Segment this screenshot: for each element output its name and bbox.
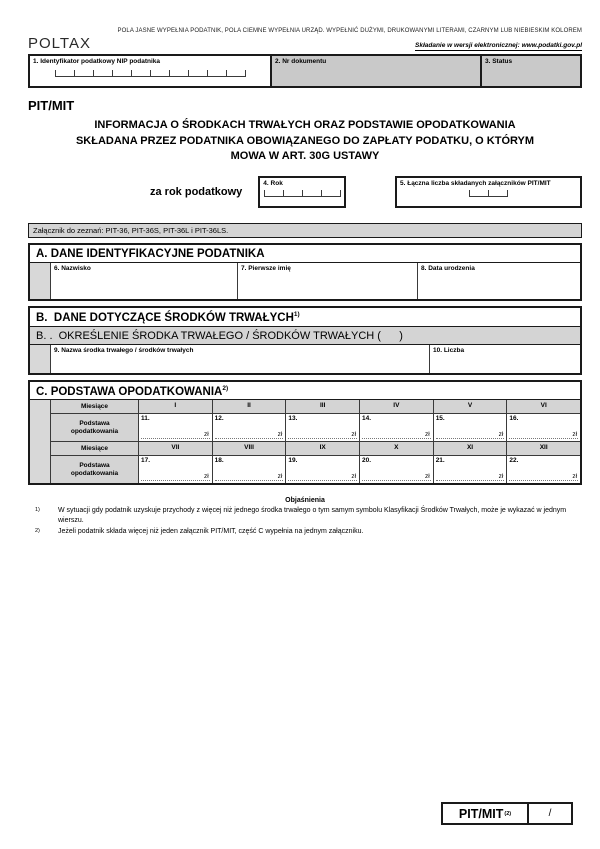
tax-year-label: za rok podatkowy: [150, 185, 243, 198]
currency-label: zł: [424, 431, 430, 439]
tax-base-row: [51, 456, 580, 483]
tax-base-cell[interactable]: [507, 414, 580, 441]
month-header-cell: X: [360, 442, 434, 455]
section-b-stripe: [30, 345, 51, 373]
cell-number: 12.: [214, 415, 224, 423]
currency-label: zł: [498, 431, 504, 439]
header-notices: [91, 28, 582, 52]
currency-label: zł: [498, 473, 504, 481]
cell-number: 20.: [362, 457, 372, 465]
surname-field[interactable]: 6. Nazwisko: [51, 263, 238, 299]
month-header-cell: VI: [507, 400, 580, 413]
currency-label: zł: [424, 473, 430, 481]
currency-label: zł: [277, 431, 283, 439]
comb-cell[interactable]: [469, 190, 488, 197]
nip-field[interactable]: [30, 56, 272, 86]
footnote-text: W sytuacji gdy podatnik uzyskuje przychody z więcej niż jednego środka trwałego o tym samym symbolu Klasyfikacji Środków Trwałych, może je wykazać w jednym wierszu.: [58, 507, 567, 524]
section-b: [28, 306, 582, 375]
form-content: [28, 28, 582, 536]
comb-cell[interactable]: [55, 70, 74, 77]
month-header-cell: VIII: [213, 442, 287, 455]
form-title-line: MOWA W ART. 30G USTAWY: [230, 150, 380, 163]
section-b-subsection-title: B. . OKREŚLENIE ŚRODKA TRWAŁEGO / ŚRODKÓW TRWAŁYCH ( ): [30, 326, 580, 344]
tax-base-row: [51, 414, 580, 442]
e-filing-note: Składanie w wersji elektronicznej: www.podatki.gov.pl: [415, 42, 582, 49]
month-header-cell: II: [213, 400, 287, 413]
currency-label: zł: [277, 473, 283, 481]
comb-cell[interactable]: [226, 70, 246, 77]
amount-line: [288, 473, 357, 481]
comb-cell[interactable]: [207, 70, 226, 77]
month-header-cell: VII: [139, 442, 213, 455]
form-title-line: SKŁADANA PRZEZ PODATNIKA OBOWIĄZANEGO DO ZAPŁATY PODATKU, O KTÓRYM: [75, 134, 535, 147]
section-c-title: [30, 382, 580, 400]
tax-base-row-label: Podstawa opodatkowania: [51, 456, 139, 483]
year-comb-input[interactable]: [260, 190, 344, 197]
month-header-cell: XI: [434, 442, 508, 455]
asset-count-field[interactable]: 10. Liczba: [430, 345, 580, 373]
poltax-logo: POLTAX: [28, 35, 91, 52]
cell-number: 11.: [141, 415, 150, 423]
amount-line: [288, 431, 357, 439]
year-field-label: 4. Rok: [263, 179, 283, 187]
cell-number: 18.: [214, 457, 224, 465]
attachments-count-label: 5. Łączna liczba składanych załączników PIT/MIT: [400, 179, 551, 187]
comb-cell[interactable]: [131, 70, 150, 77]
footnote-item: [28, 527, 582, 536]
fill-instructions: POLA JASNE WYPEŁNIA PODATNIK, POLA CIEMNE WYPEŁNIA URZĄD. WYPEŁNIĆ DUŻYMI, DRUKOWANYMI LITERAMI, CZARNYM LUB NIEBIESKIM KOLOREM: [117, 28, 582, 34]
currency-label: zł: [203, 431, 209, 439]
amount-line: [215, 473, 284, 481]
footer-form-version: (2): [504, 810, 512, 817]
document-number-label: 2. Nr dokumentu: [275, 58, 327, 65]
tax-base-cell[interactable]: [434, 456, 508, 483]
months-row-label: Miesiące: [51, 442, 139, 455]
tax-base-cell[interactable]: [139, 456, 213, 483]
amount-line: [141, 473, 210, 481]
comb-cell[interactable]: [283, 190, 302, 197]
footnotes: [28, 497, 582, 535]
section-a: [28, 243, 582, 301]
section-b-footnote-ref: 1): [293, 310, 300, 318]
tax-base-cell[interactable]: [507, 456, 580, 483]
month-header-cell: IX: [286, 442, 360, 455]
amount-line: [362, 431, 431, 439]
amount-line: [141, 431, 210, 439]
first-name-field[interactable]: 7. Pierwsze imię: [238, 263, 418, 299]
month-header-cell: XII: [507, 442, 580, 455]
footer-form-code-text: PIT/MIT: [458, 806, 504, 821]
tax-base-cell[interactable]: [286, 456, 360, 483]
form-header: [28, 28, 582, 52]
comb-cell[interactable]: [321, 190, 341, 197]
comb-cell[interactable]: [150, 70, 169, 77]
footer-form-code: [443, 804, 529, 823]
cell-number: 19.: [288, 457, 298, 465]
month-header-cell: I: [139, 400, 213, 413]
section-c-title-text: C. PODSTAWA OPODATKOWANIA: [36, 385, 223, 398]
currency-label: zł: [351, 431, 357, 439]
months-row-label: Miesiące: [51, 400, 139, 413]
months-header-row: [51, 400, 580, 414]
birth-date-field[interactable]: 8. Data urodzenia: [418, 263, 580, 299]
month-header-cell: V: [434, 400, 508, 413]
comb-cell[interactable]: [93, 70, 112, 77]
comb-cell[interactable]: [112, 70, 131, 77]
section-a-stripe: [30, 263, 51, 299]
document-number-field: [272, 56, 482, 86]
footnote-text: Jeżeli podatnik składa więcej niż jeden załącznik PIT/MIT, część C wypełnia na jednym załączniku.: [58, 527, 364, 535]
cell-number: 13.: [288, 415, 298, 423]
amount-line: [509, 473, 578, 481]
amount-line: [362, 473, 431, 481]
footnote-marker: 1): [35, 507, 40, 514]
nip-comb-input[interactable]: [30, 70, 270, 77]
cell-number: 17.: [141, 457, 151, 465]
section-c-stripe: [30, 400, 51, 483]
attachments-comb-input[interactable]: [397, 190, 580, 197]
comb-cell[interactable]: [74, 70, 93, 77]
footnote-item: [28, 506, 582, 524]
tax-base-cell[interactable]: [286, 414, 360, 441]
amount-line: [215, 431, 284, 439]
months-header-row: [51, 442, 580, 456]
form-title-line: INFORMACJA O ŚRODKACH TRWAŁYCH ORAZ PODSTAWIE OPODATKOWANIA: [94, 119, 516, 131]
comb-cell[interactable]: [188, 70, 207, 77]
amount-line: [509, 431, 578, 439]
currency-label: zł: [351, 473, 357, 481]
comb-cell[interactable]: [488, 190, 508, 197]
amount-line: [436, 431, 505, 439]
footnote-marker: 2): [35, 527, 40, 534]
section-b-title: [30, 308, 580, 326]
footnotes-title: Objaśnienia: [285, 497, 325, 505]
amount-line: [436, 473, 505, 481]
currency-label: zł: [572, 431, 578, 439]
section-b-fields: [30, 344, 580, 373]
section-b-title-text: B. DANE DOTYCZĄCE ŚRODKÓW TRWAŁYCH: [36, 311, 294, 324]
tax-year-row: [28, 176, 582, 208]
year-field[interactable]: [258, 176, 346, 208]
cell-number: 14.: [362, 415, 372, 423]
status-field: [482, 56, 580, 86]
section-a-fields: [30, 262, 580, 299]
tax-base-table: [30, 399, 580, 483]
currency-label: zł: [203, 473, 209, 481]
cell-number: 16.: [509, 415, 519, 423]
attachments-count-field[interactable]: [395, 176, 582, 208]
currency-label: zł: [572, 473, 578, 481]
form-code: PIT/MIT: [28, 98, 75, 113]
footnotes-list: [28, 506, 582, 535]
tax-base-cell[interactable]: [139, 414, 213, 441]
tax-base-cell[interactable]: [360, 414, 434, 441]
nip-field-label: 1. Identyfikator podatkowy NIP podatnika: [33, 58, 161, 65]
footer-page-number: /: [548, 808, 552, 819]
section-c-footnote-ref: 2): [222, 384, 229, 392]
section-c-table-body: [51, 400, 580, 483]
cell-number: 21.: [435, 457, 445, 465]
month-header-cell: IV: [360, 400, 434, 413]
form-title: [28, 118, 582, 165]
section-a-title: A. DANE IDENTYFIKACYJNE PODATNIKA: [30, 245, 580, 262]
footer-box: [441, 802, 573, 825]
asset-name-field[interactable]: 9. Nazwa środka trwałego / środków trwałych: [51, 345, 430, 373]
section-c: [28, 380, 582, 486]
comb-cell[interactable]: [169, 70, 188, 77]
attachment-to-returns-bar: Załącznik do zeznań: PIT-36, PIT-36S, PIT-36L i PIT-36LS.: [28, 223, 582, 238]
tax-base-row-label: Podstawa opodatkowania: [51, 414, 139, 441]
cell-number: 15.: [435, 415, 445, 423]
comb-cell[interactable]: [302, 190, 321, 197]
tax-base-cell[interactable]: [434, 414, 508, 441]
tax-base-cell[interactable]: [360, 456, 434, 483]
tax-base-cell[interactable]: [213, 456, 287, 483]
month-header-cell: III: [286, 400, 360, 413]
status-label: 3. Status: [485, 58, 513, 65]
tax-base-cell[interactable]: [213, 414, 287, 441]
identification-row: [28, 54, 582, 88]
comb-cell[interactable]: [264, 190, 283, 197]
cell-number: 22.: [509, 457, 519, 465]
